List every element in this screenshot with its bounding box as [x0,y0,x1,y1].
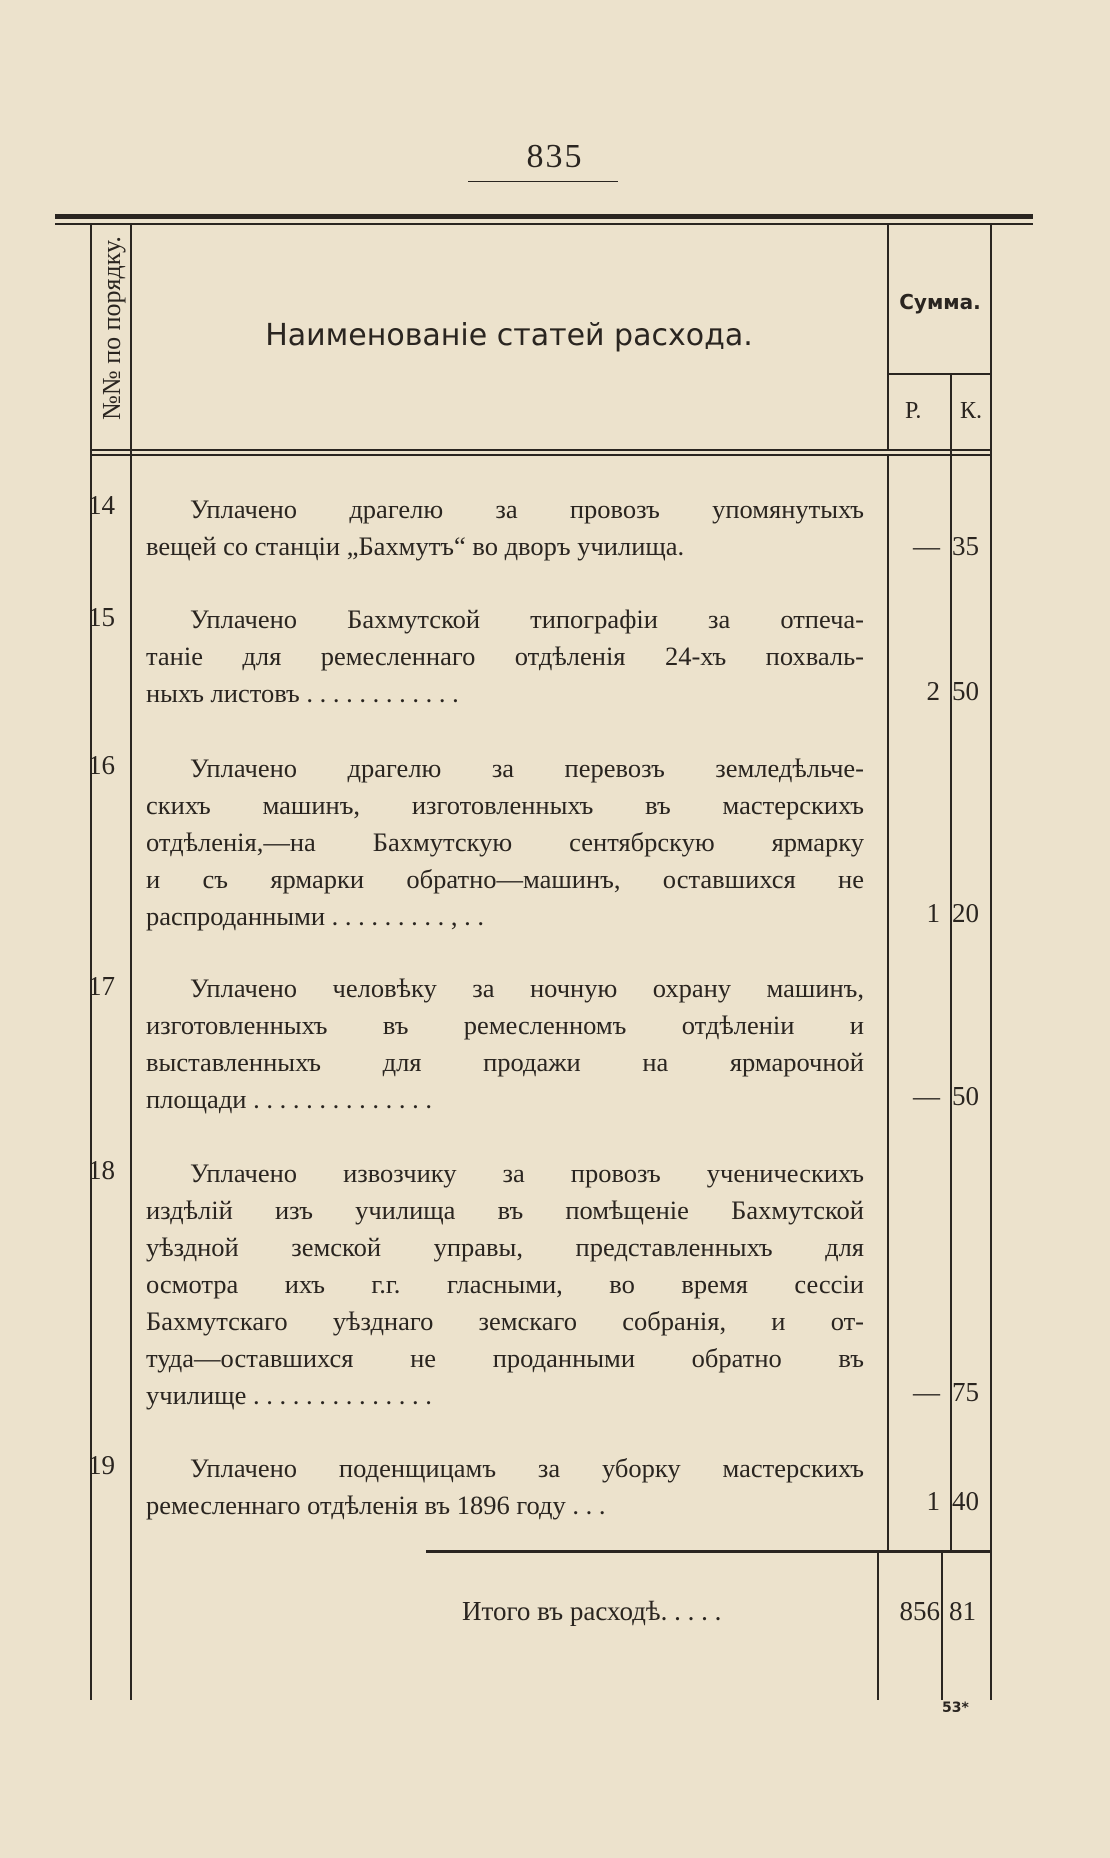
title-column-header: Наименованіе статей расхода. [265,318,753,353]
row-kopecks: 20 [952,898,979,928]
row-line: и съ ярмарки обратно—машинъ, оставшихся не [146,864,864,894]
page-number: 835 [526,138,584,175]
number-column-rule [130,225,132,1700]
row-description [146,491,864,565]
row-line: уѣздной земской управы, представленныхъ для [146,1232,864,1262]
total-kopecks: 81 [949,1596,976,1626]
row-line: издѣлій изъ училища въ помѣщеніе Бахмутской [146,1195,864,1225]
row-number: 19 [88,1450,115,1480]
row-line: вещей со станціи „Бахмутъ“ во дворъ училища. [146,531,685,561]
row-line: ремесленнаго отдѣленія въ 1896 году . . . [146,1490,606,1520]
row-line: Уплачено драгелю за перевозъ земледѣльче- [190,753,864,783]
row-description [146,1155,864,1414]
row-description [146,970,864,1118]
total-rule [426,1550,990,1553]
row-number: 16 [88,750,115,780]
row-number: 14 [88,490,115,520]
row-line: скихъ машинъ, изготовленныхъ въ мастерскихъ [146,790,864,820]
header-bottom-rule-double [90,454,990,456]
rubles-column-rule-lower [877,1551,879,1700]
kopecks-column-header: К. [960,398,983,424]
signature-mark: 53* [942,1700,969,1716]
row-rubles: — [913,1081,940,1111]
row-rubles: 1 [926,1486,940,1516]
row-line: ныхъ листовъ . . . . . . . . . . . . [146,678,459,708]
row-line: туда—оставшихся не проданными обратно въ [146,1343,864,1373]
row-line: таніе для ремесленнаго отдѣленія 24-хъ похваль- [146,641,864,671]
row-line: отдѣленія,—на Бахмутскую сентябрскую ярмарку [146,827,864,857]
row-kopecks: 75 [952,1377,979,1407]
row-line: площади . . . . . . . . . . . . . . [146,1084,432,1114]
row-kopecks: 50 [952,676,979,706]
row-line: изготовленныхъ въ ремесленномъ отдѣленіи и [146,1010,864,1040]
row-rubles: — [913,1377,940,1407]
row-kopecks: 35 [952,531,979,561]
row-description [146,601,864,712]
page-number-rule [468,181,618,182]
header-bottom-rule [90,449,990,451]
row-description [146,750,864,935]
row-number: 15 [88,602,115,632]
row-line: Уплачено человѣку за ночную охрану машинъ, [190,973,864,1003]
row-rubles: 2 [926,676,940,706]
row-line: выставленныхъ для продажи на ярмарочной [146,1047,864,1077]
row-kopecks: 40 [952,1486,979,1516]
sum-right-border [990,225,992,1700]
row-line: Уплачено драгелю за провозъ упомянутыхъ [190,494,864,524]
number-column-header: №№ по порядку. [97,236,126,420]
row-rubles: — [913,531,940,561]
row-description [146,1450,864,1524]
row-number: 17 [88,971,115,1001]
row-line: Уплачено поденщицамъ за уборку мастерскихъ [190,1453,864,1483]
total-rubles: 856 [899,1596,940,1626]
row-line: Бахмутскаго уѣзднаго земскаго собранія, и от- [146,1306,864,1336]
kopecks-column-rule-lower [941,1551,943,1700]
row-kopecks: 50 [952,1081,979,1111]
row-line: распроданными . . . . . . . . . , . . [146,901,485,931]
row-line: училище . . . . . . . . . . . . . . [146,1380,432,1410]
row-line: Уплачено извозчику за провозъ ученическихъ [190,1158,864,1188]
row-number: 18 [88,1155,115,1185]
table-top-rule-thick [55,214,1033,219]
total-label: Итого въ расходѣ. . . . . [462,1596,722,1626]
row-rubles: 1 [926,898,940,928]
row-line: Уплачено Бахмутской типографіи за отпеча- [190,604,864,634]
rubles-column-header: Р. [905,398,922,424]
row-line: осмотра ихъ г.г. гласными, во время сессіи [146,1269,864,1299]
sum-column-header: Сумма. [899,290,981,314]
sum-header-rule [887,373,990,375]
